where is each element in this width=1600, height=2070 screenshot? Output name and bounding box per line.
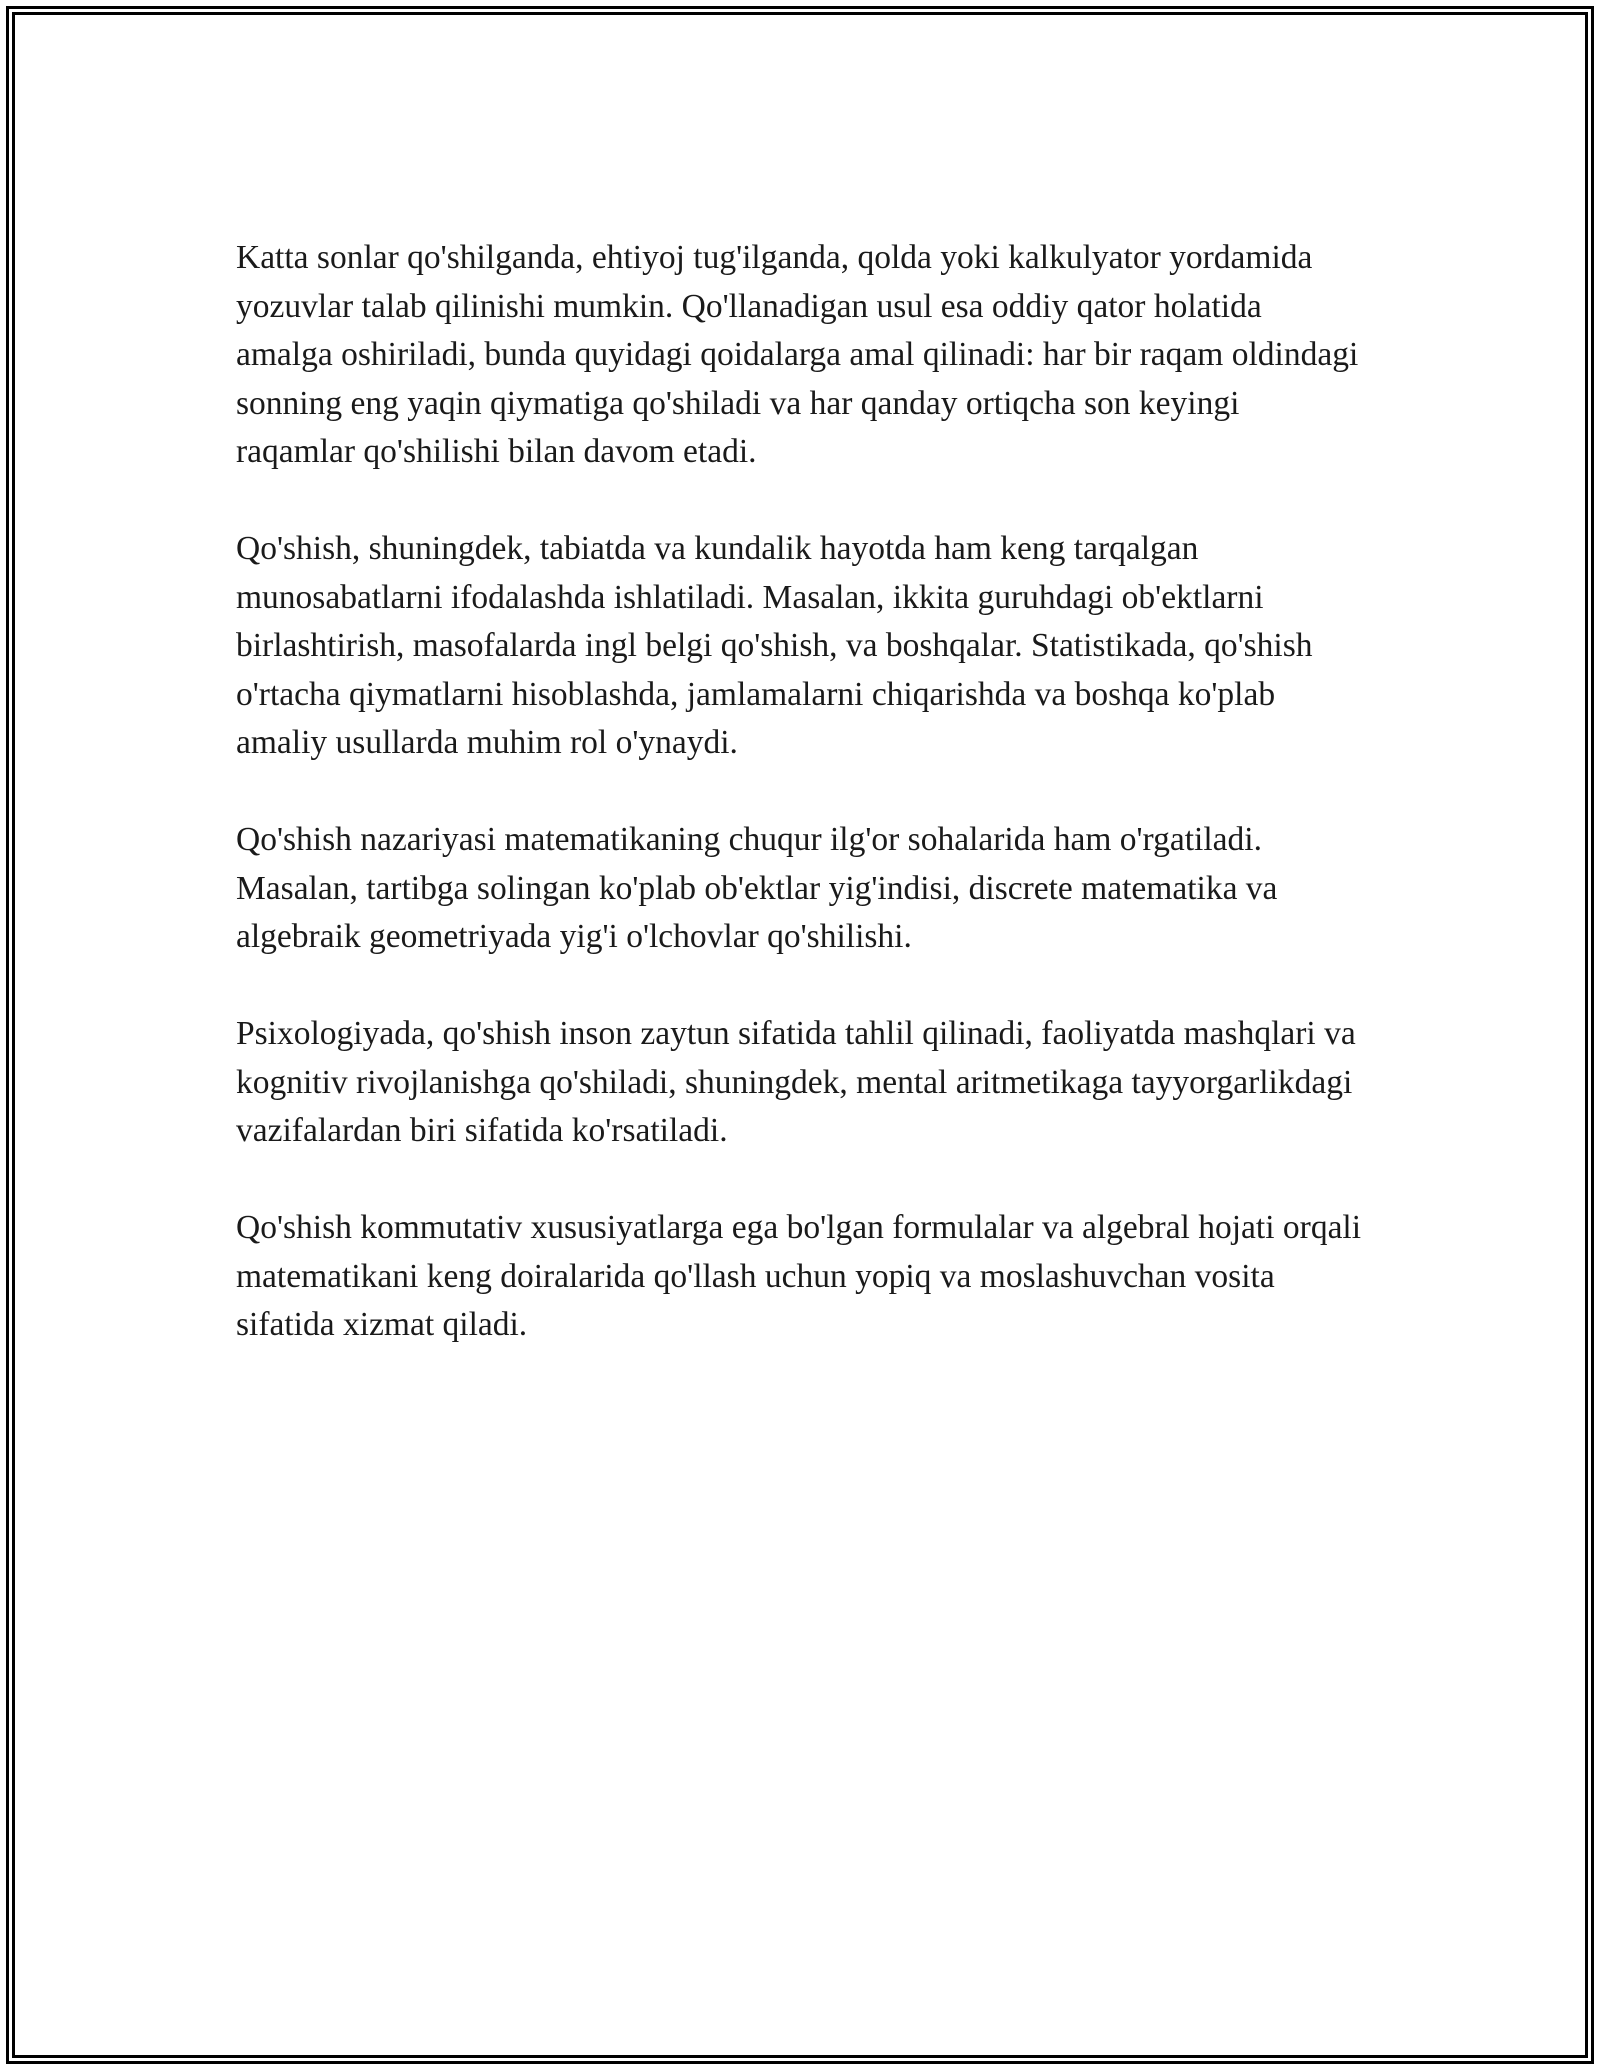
paragraph-2: Qo'shish, shuningdek, tabiatda va kundalik hayotda ham keng tarqalgan munosabatlarni ifodalashda ishlatiladi. Masalan, ikkita guruhdagi ob'ektlarni birlashtirish, masofalarda ingl belgi qo'shish, va boshqalar. Statistikada, qo'shish o'rtacha qiymatlarni hisoblashda, jamlamalarni chiqarishda va boshqa ko'plab amaliy usullarda muhim rol o'ynaydi.	[236, 530, 1313, 761]
document-body	[236, 234, 1366, 1398]
paragraph-5: Qo'shish kommutativ xususiyatlarga ega bo'lgan formulalar va algebral hojati orqali matematikani keng doiralarida qo'llash uchun yopiq va moslashuvchan vosita sifatida xizmat qiladi.	[236, 1209, 1362, 1343]
paragraph-4: Psixologiyada, qo'shish inson zaytun sifatida tahlil qilinadi, faoliyatda mashqlari va kognitiv rivojlanishga qo'shiladi, shuningdek, mental aritmetikaga tayyorgarlikdagi vazifalardan biri sifatida ko'rsatiladi.	[236, 1015, 1356, 1149]
paragraph-1: Katta sonlar qo'shilganda, ehtiyoj tug'ilganda, qolda yoki kalkulyator yordamida yozuvlar talab qilinishi mumkin. Qo'llanadigan usul esa oddiy qator holatida amalga oshiriladi, bunda quyidagi qoidalarga amal qilinadi: har bir raqam oldindagi sonning eng yaqin qiymatiga qo'shiladi va har qanday ortiqcha son keyingi raqamlar qo'shilishi bilan davom etadi.	[236, 239, 1359, 470]
paragraph-3: Qo'shish nazariyasi matematikaning chuqur ilg'or sohalarida ham o'rgatiladi. Masalan, tartibga solingan ko'plab ob'ektlar yig'indisi, discrete matematika va algebraik geometriyada yig'i o'lchovlar qo'shilishi.	[236, 821, 1278, 955]
